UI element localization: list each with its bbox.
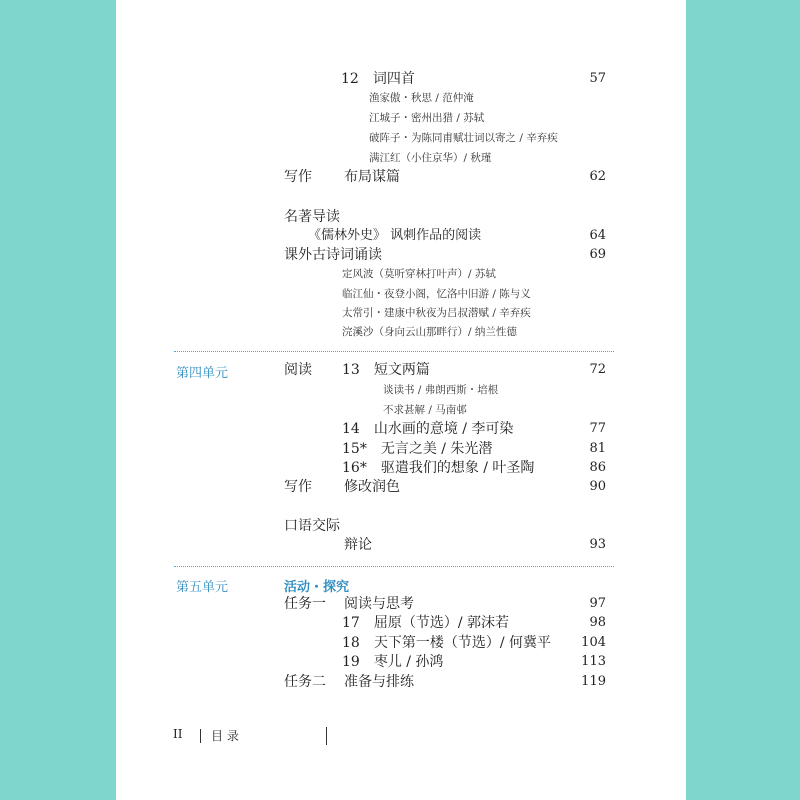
task-1-tag: 任务一 (284, 596, 326, 612)
lesson-13-page: 72 (589, 362, 606, 377)
unit-divider-4 (174, 351, 614, 352)
poem-yujiaoao: 渔家傲・秋思 / 范仲淹 (369, 92, 474, 104)
lesson-12-title: 12 词四首 (341, 71, 415, 87)
poem-pozhenzi: 破阵子・为陈同甫赋壮词以寄之 / 辛弃疾 (369, 132, 558, 144)
activity-explore-heading: 活动・探究 (284, 580, 350, 595)
footer-title: 目 录 (211, 729, 239, 743)
lesson-19-title: 19 枣儿 / 孙鸿 (342, 654, 444, 670)
toc-page (116, 0, 686, 800)
extra-poems-heading: 课外古诗词诵读 (284, 247, 382, 263)
extra-poem-1: 定风波（莫听穿林打叶声）/ 苏轼 (342, 268, 496, 280)
task-1-page: 97 (589, 596, 606, 611)
unit-divider-5 (174, 566, 614, 567)
writing-page-1: 62 (589, 169, 606, 184)
lesson-15-page: 81 (589, 441, 606, 456)
extra-poem-4: 浣溪沙（身向云山那畔行）/ 纳兰性德 (342, 326, 517, 338)
lesson-17-page: 98 (589, 615, 606, 630)
task-2-tag: 任务二 (284, 674, 326, 690)
extra-poem-2: 临江仙・夜登小阁，忆洛中旧游 / 陈与义 (342, 288, 531, 300)
oral-communication-heading: 口语交际 (284, 518, 340, 534)
lesson-15-title: 15* 无言之美 / 朱光潜 (342, 441, 493, 457)
footer-right-mark (326, 727, 327, 745)
lesson-14-page: 77 (589, 421, 606, 436)
lesson-13-title: 13 短文两篇 (342, 362, 430, 378)
footer-page-number: II (173, 727, 183, 741)
debate-title: 辩论 (344, 537, 372, 553)
poem-jiangchengzi: 江城子・密州出猎 / 苏轼 (369, 112, 485, 124)
unit-4-label: 第四单元 (176, 366, 229, 381)
extra-poems-page: 69 (589, 247, 606, 262)
essay-bu-qiu-shen-jie: 不求甚解 / 马南邨 (383, 404, 467, 416)
writing-tag-1: 写作 (284, 169, 312, 185)
poem-manjianghong: 满江红（小住京华）/ 秋瑾 (369, 152, 492, 164)
unit-4-reading-tag: 阅读 (284, 362, 312, 378)
extra-poem-3: 太常引・建康中秋夜为吕叔潜赋 / 辛弃疾 (342, 307, 531, 319)
essay-tan-du-shu: 谈读书 / 弗朗西斯・培根 (383, 384, 499, 396)
lesson-17-title: 17 屈原（节选）/ 郭沫若 (342, 615, 509, 631)
lesson-16-title: 16* 驱遣我们的想象 / 叶圣陶 (342, 460, 535, 476)
lesson-12-page: 57 (589, 71, 606, 86)
task-2-title: 准备与排练 (344, 674, 414, 690)
task-1-title: 阅读与思考 (344, 596, 414, 612)
lesson-18-title: 18 天下第一楼（节选）/ 何冀平 (342, 635, 551, 651)
writing-title-1: 布局谋篇 (344, 169, 400, 185)
rulin-waishi-page: 64 (589, 228, 606, 243)
lesson-16-page: 86 (589, 460, 606, 475)
lesson-14-title: 14 山水画的意境 / 李可染 (342, 421, 514, 437)
task-2-page: 119 (581, 674, 606, 689)
writing-tag-2: 写作 (284, 479, 312, 495)
classic-reading-heading: 名著导读 (284, 209, 340, 225)
rulin-waishi-entry: 《儒林外史》 讽刺作品的阅读 (308, 228, 482, 243)
debate-page: 93 (589, 537, 606, 552)
lesson-18-page: 104 (581, 635, 606, 650)
unit-5-label: 第五单元 (176, 580, 229, 595)
writing-page-2: 90 (589, 479, 606, 494)
lesson-19-page: 113 (581, 654, 606, 669)
footer-separator (200, 729, 201, 743)
writing-title-2: 修改润色 (344, 479, 400, 495)
